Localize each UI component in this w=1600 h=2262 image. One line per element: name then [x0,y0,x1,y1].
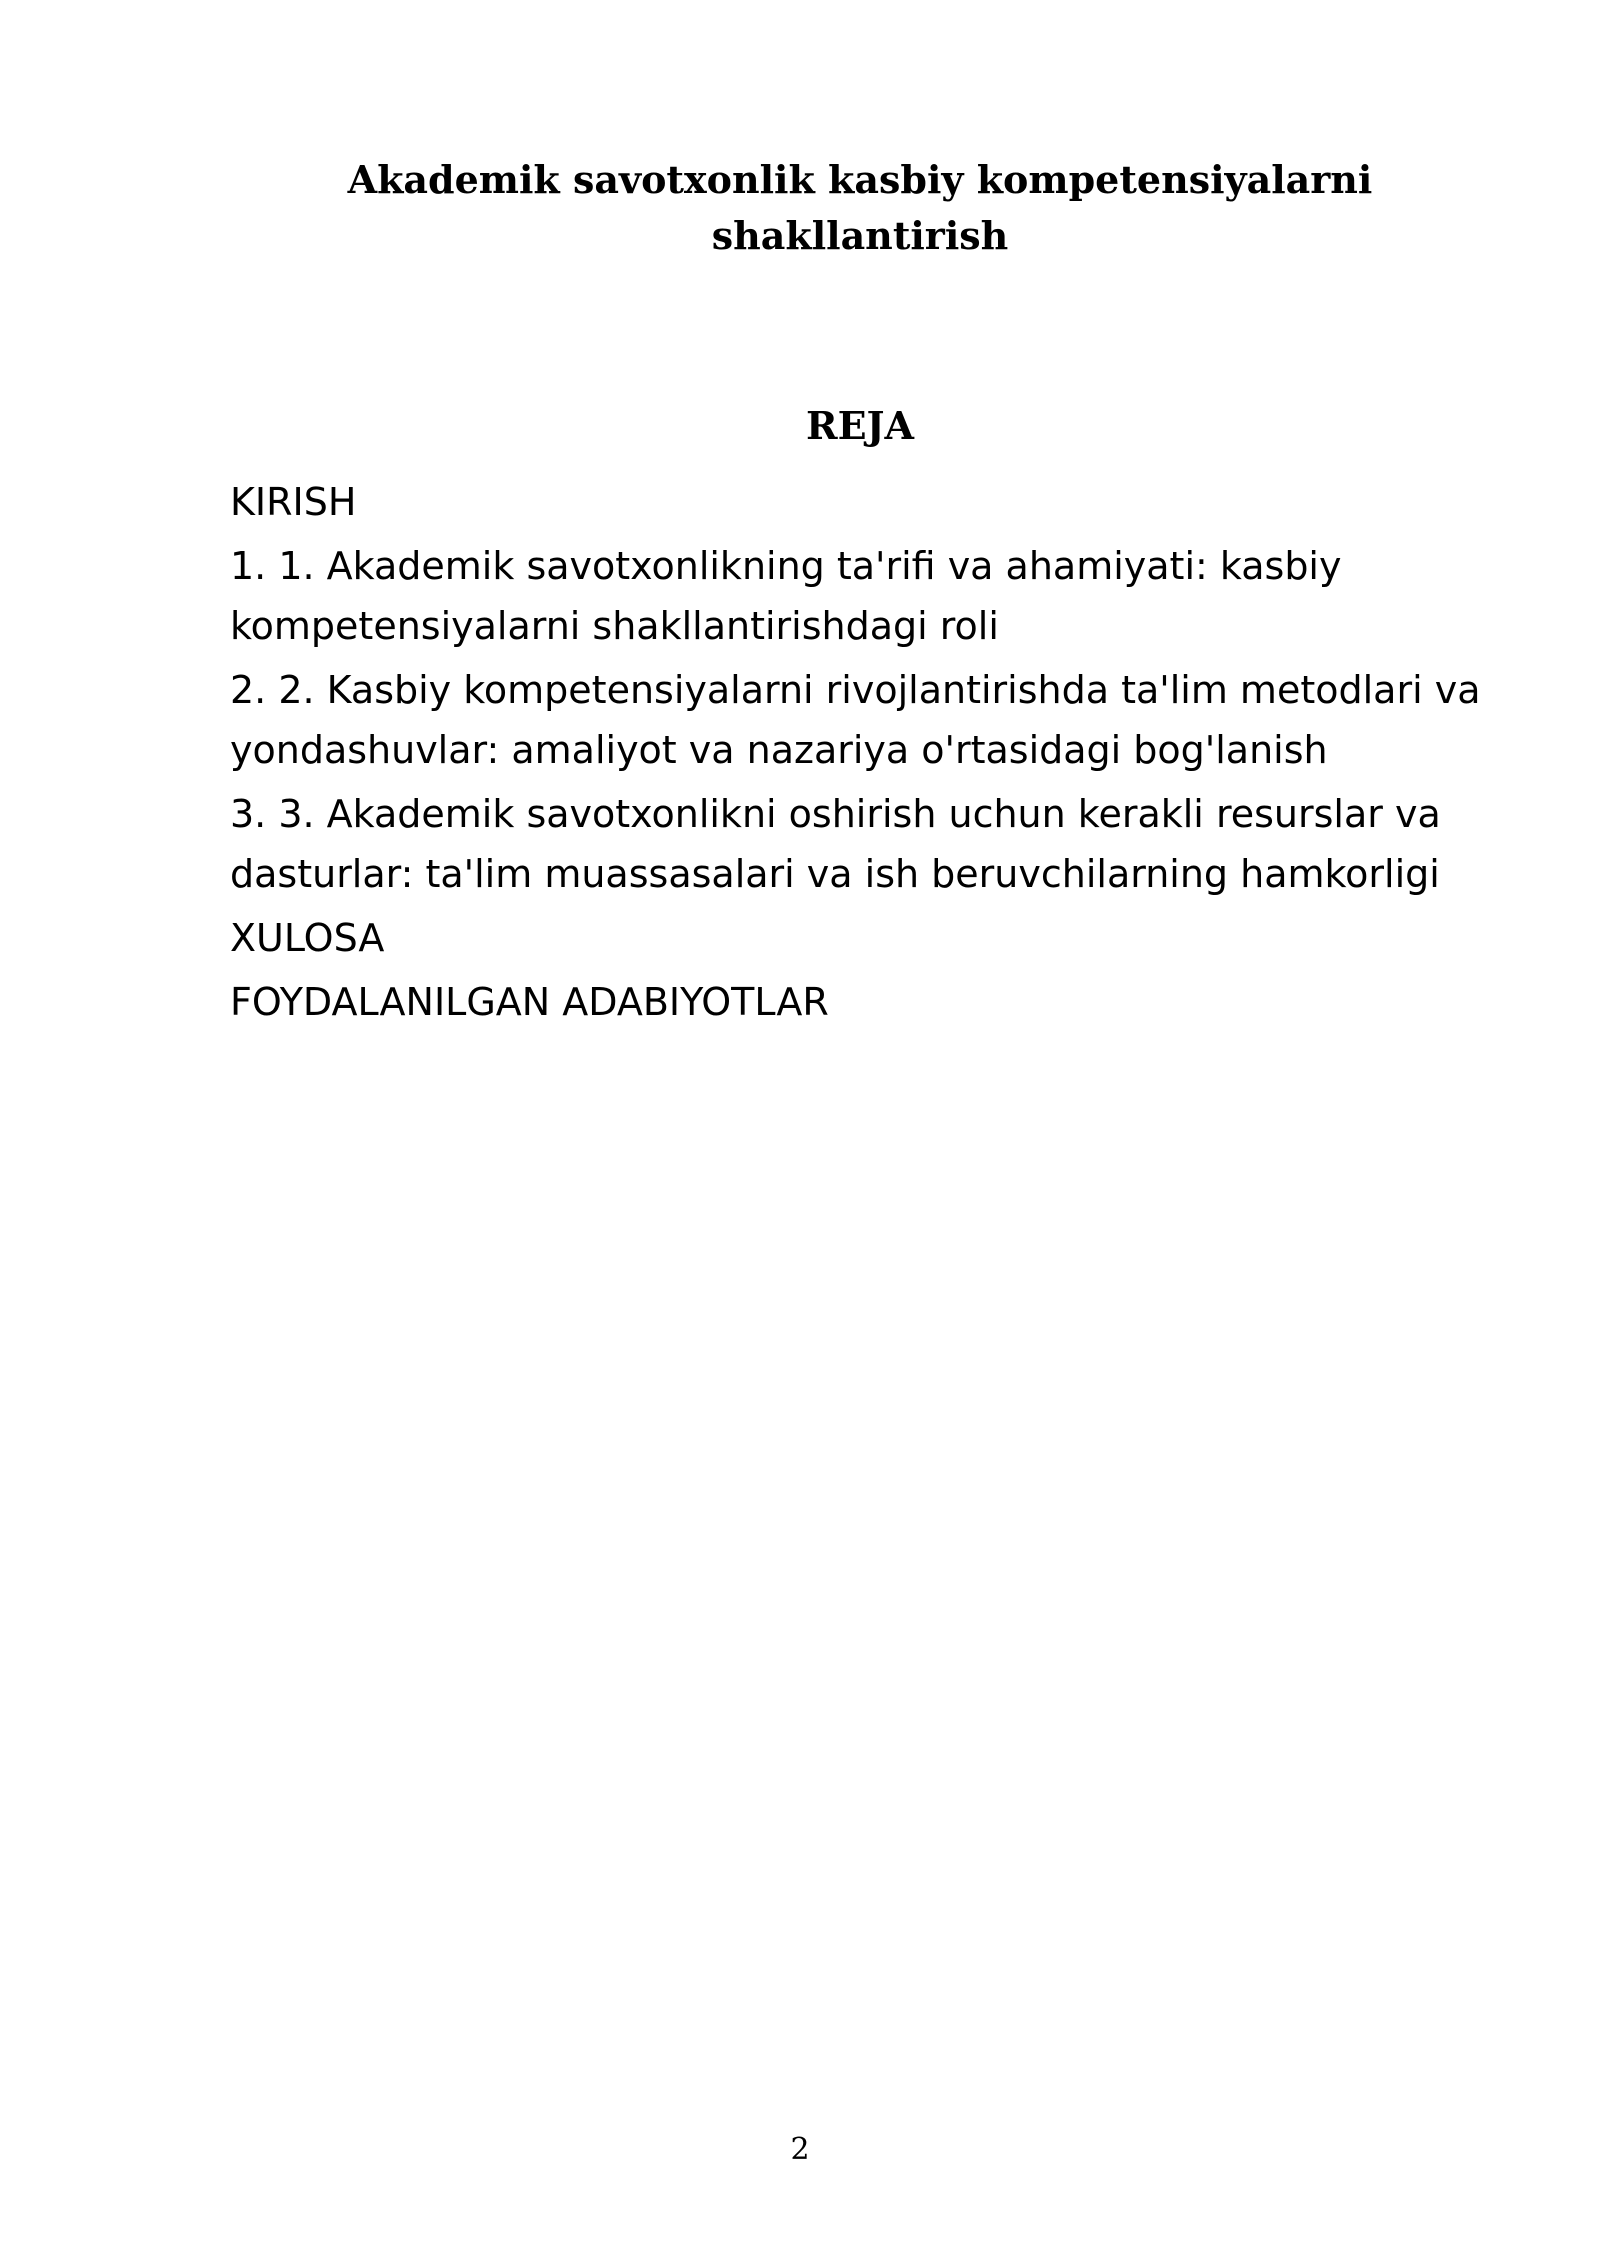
plan-item-section-2: 2. 2. Kasbiy kompetensiyalarni rivojlantirishda ta'lim metodlari va yondashuvlar: amaliyot va nazariya o'rtasidagi bog'lanish [230,668,1481,772]
plan-item-introduction: KIRISH [230,480,357,524]
plan-item-section-1: 1. 1. Akademik savotxonlikning ta'rifi va ahamiyati: kasbiy kompetensiyalarni shakllantirishdagi roli [230,544,1342,648]
page-number: 2 [790,2132,810,2167]
plan-list [230,472,1490,1036]
plan-item-section-3: 3. 3. Akademik savotxonlikni oshirish uchun kerakli resurslar va dasturlar: ta'lim muassasalari va ish beruvchilarning hamkorligi [230,792,1441,896]
plan-item-references: FOYDALANILGAN ADABIYOTLAR [230,980,829,1024]
document-title: Akademik savotxonlik kasbiy kompetensiyalarni shakllantirish [347,157,1373,258]
plan-item-conclusion: XULOSA [230,916,385,960]
plan-heading: REJA [805,403,914,448]
